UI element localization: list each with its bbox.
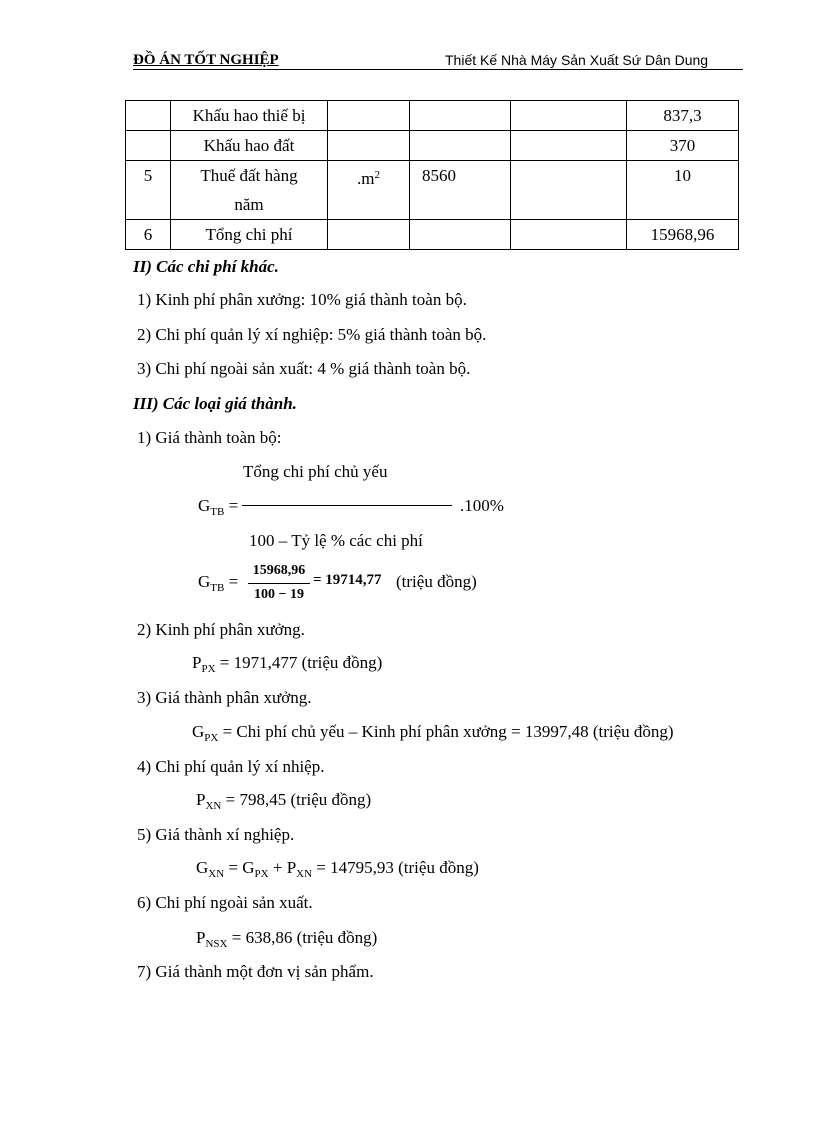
list-item: 4) Chi phí quản lý xí nhiệp. [137, 757, 325, 776]
table-cell-qty: 8560 [410, 161, 511, 220]
table-row [126, 220, 739, 250]
table-cell-unit [328, 220, 410, 250]
table-cell-unit [328, 161, 410, 220]
unit-superscript: 2 [374, 169, 380, 181]
table-cell-name: Khấu hao thiế bị [171, 101, 328, 131]
header-title-left: ĐỒ ÁN TỐT NGHIỆP [133, 52, 279, 68]
table-cell-name: Khấu hao đất [171, 131, 328, 161]
formula-pnsx: $P_{NSX} = 638,86$ (triệu đồng) [196, 928, 378, 950]
calc-numerator: 15968,96 [252, 563, 306, 578]
table-cell-name [171, 161, 328, 220]
formula-gxn: $G_{XN} = G_{PX} + P_{XN} = 14795,93$ (triệu đồng) [196, 858, 479, 880]
section-3-heading: III) Các loại giá thành. [133, 394, 297, 413]
calc-lhs: $G_{TB}$ = [198, 572, 239, 594]
formula-pxn: $P_{XN} = 798,45$ (triệu đồng) [196, 790, 372, 812]
unit-text: .m [357, 169, 375, 188]
header-title-right: Thiết Kế Nhà Máy Sản Xuất Sứ Dân Dung [445, 52, 709, 68]
formula-lhs: $G_{TB}$ = [198, 496, 239, 518]
table-cell-price [511, 161, 627, 220]
table-cell-stt: 5 [126, 161, 171, 220]
table-cell-qty [410, 101, 511, 131]
formula-numerator: Tổng chi phí chủ yếu [243, 462, 388, 481]
list-item: 1) Giá thành toàn bộ: [137, 428, 282, 447]
list-item: 3) Chi phí ngoài sản xuất: 4 % giá thành toàn bộ. [137, 359, 471, 378]
list-item: 5) Giá thành xí nghiệp. [137, 825, 295, 844]
table-cell-unit [328, 101, 410, 131]
list-item: 3) Giá thành phân xưởng. [137, 688, 312, 707]
list-item: 2) Chi phí quản lý xí nghiệp: 5% giá thành toàn bộ. [137, 325, 487, 344]
section-2-heading: II) Các chi phí khác. [133, 257, 279, 276]
formula-fraction-bar [242, 505, 452, 506]
table-cell-stt [126, 101, 171, 131]
table-cell-price [511, 131, 627, 161]
formula-gpx: $G_{PX}$ = Chi phí chủ yếu – Kinh phí phân xưởng = 13997,48 (triệu đồng) [192, 722, 674, 744]
list-item: 2) Kinh phí phân xưởng. [137, 620, 305, 639]
table-cell-price [511, 101, 627, 131]
table-cell-stt [126, 131, 171, 161]
calc-result: = 19714,77 [313, 572, 382, 588]
list-item: 6) Chi phí ngoài sản xuất. [137, 893, 313, 912]
name-line-2: năm [234, 195, 264, 214]
table-cell-qty [410, 220, 511, 250]
table-cell-total: 15968,96 [627, 220, 739, 250]
cost-table [125, 100, 739, 250]
table-row [126, 131, 739, 161]
list-item: 1) Kinh phí phân xưởng: 10% giá thành toàn bộ. [137, 290, 467, 309]
calc-unit: (triệu đồng) [396, 572, 477, 591]
list-item: 7) Giá thành một đơn vị sản phẩm. [137, 962, 374, 981]
table-cell-qty [410, 131, 511, 161]
table-cell-total: 370 [627, 131, 739, 161]
table-row [126, 101, 739, 131]
table-cell-total: 837,3 [627, 101, 739, 131]
table-cell-stt: 6 [126, 220, 171, 250]
calc-fraction-bar [248, 583, 310, 584]
formula-denominator: 100 – Tỷ lệ % các chi phí [249, 531, 423, 550]
table-cell-unit [328, 131, 410, 161]
table-cell-total: 10 [627, 161, 739, 220]
table-cell-price [511, 220, 627, 250]
header-divider [133, 69, 743, 70]
table-cell-name: Tổng chi phí [171, 220, 328, 250]
name-line-1: Thuế đất hàng [200, 166, 298, 185]
formula-ppx: $P_{PX} = 1971,477$ (triệu đồng) [192, 653, 383, 675]
formula-suffix: .100% [460, 496, 504, 515]
calc-denominator: 100 − 19 [254, 587, 304, 602]
table-row [126, 161, 739, 220]
